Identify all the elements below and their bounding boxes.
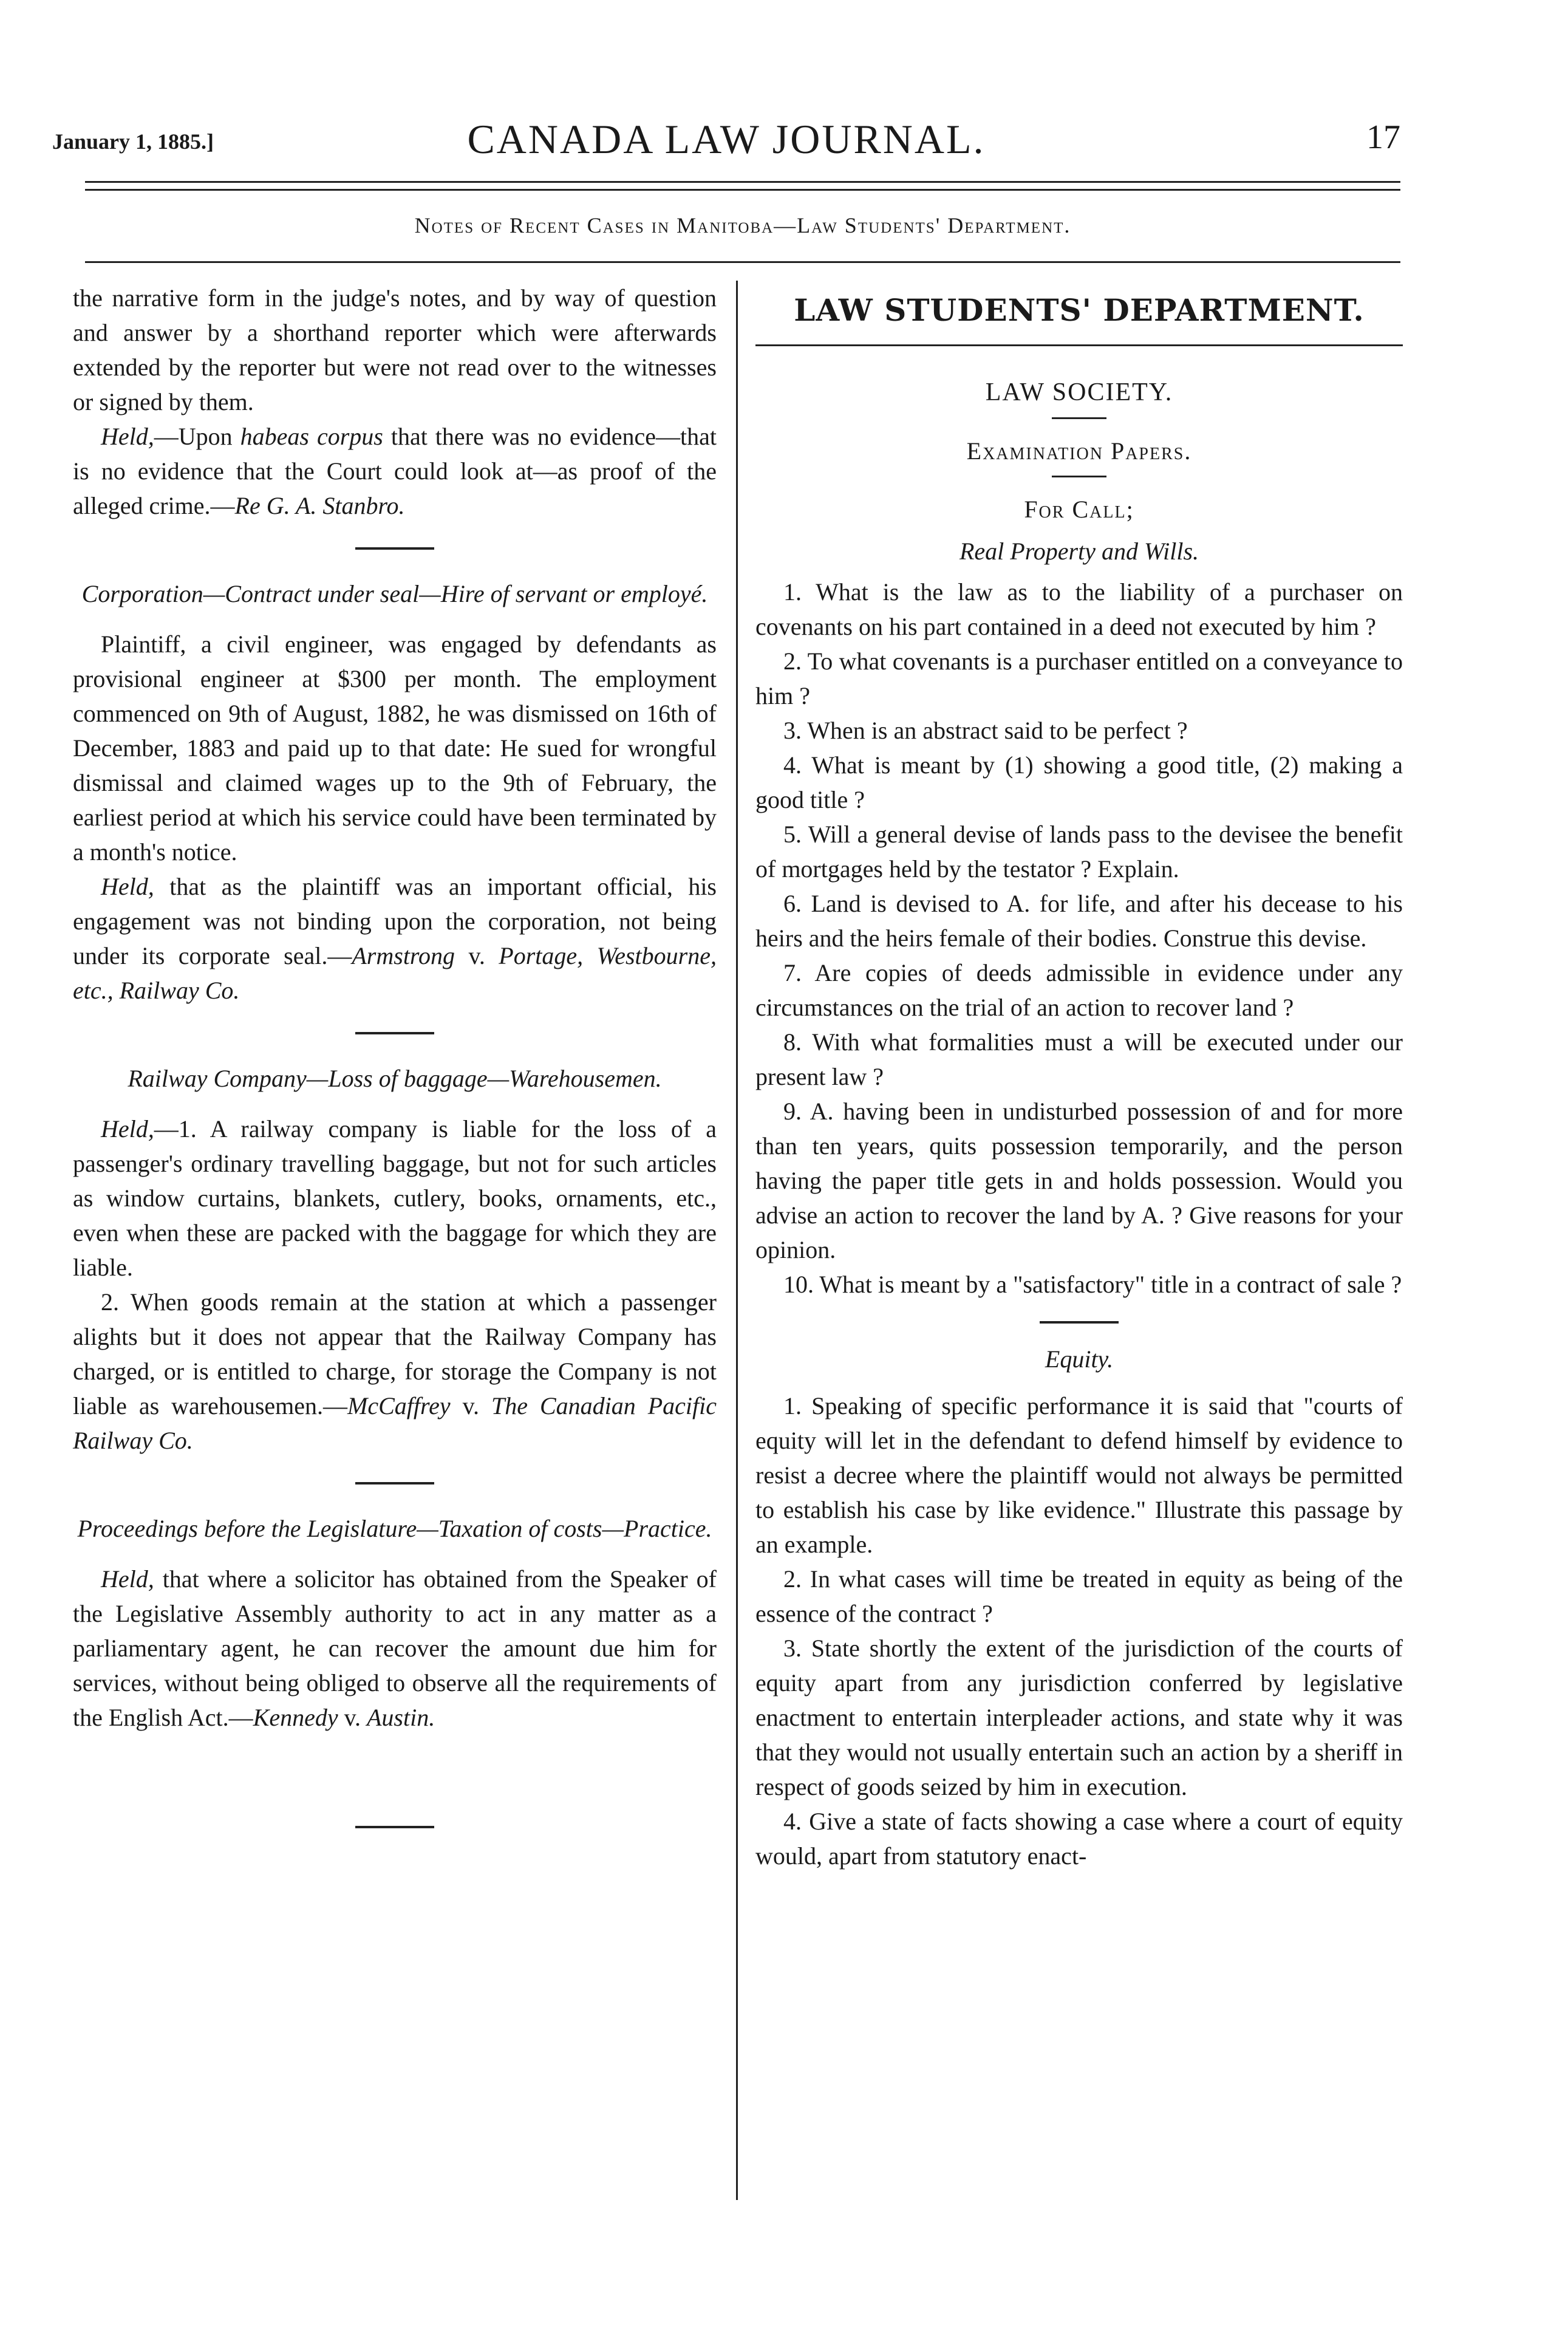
- for-call-heading: For Call;: [1024, 496, 1134, 523]
- title-rule: [755, 344, 1403, 346]
- header-double-rule: [85, 181, 1400, 191]
- section-rule: [355, 547, 434, 550]
- paragraph: Held,—1. A railway company is liable for the loss of a passenger's ordinary travelling baggage, but not for such articles as window curtains, blankets, cutlery, books, ornaments, etc., even when these are packed with the baggage for which they are liable.: [73, 1115, 717, 1281]
- paragraph: the narrative form in the judge's notes, and by way of question and answer by a shorthand reporter which were afterwards extended by the reporter but were not read over to the witnesses or signed by them.: [73, 284, 717, 415]
- end-rule: [355, 1826, 434, 1828]
- column-divider: [736, 281, 738, 2200]
- exam-heading: Examination Papers.: [966, 437, 1192, 465]
- question: 8. With what formalities must a will be executed under our present law ?: [755, 1028, 1403, 1090]
- page-number: 17: [1366, 118, 1400, 156]
- question: 3. When is an abstract said to be perfect ?: [783, 717, 1188, 744]
- paragraph: Held, that as the plaintiff was an important official, his engagement was not binding upon the corporation, not being under its corporate seal.—Armstrong v. Portage, Westbourne, etc., Railway Co.: [73, 873, 717, 1004]
- right-column: [755, 281, 1403, 1873]
- paragraph: 2. When goods remain at the station at which a passenger alights but it does not appear that the Railway Company has charged, or is entitled to charge, for storage the Company is not liable as warehousemen.—McCaffrey v. The Canadian Pacific Railway Co.: [73, 1288, 717, 1454]
- question: 5. Will a general devise of lands pass to the devisee the benefit of mortgages held by the testator ? Explain.: [755, 821, 1403, 883]
- journal-title: CANADA LAW JOURNAL.: [467, 116, 986, 162]
- tiny-rule: [1052, 417, 1106, 419]
- section-rule: [355, 1032, 434, 1034]
- question: 9. A. having been in undisturbed possession of and for more than ten years, quits possession temporarily, and the person having the paper title gets in and holds possession. Would you advise an action to recover the land by A. ? Give reasons for your opinion.: [755, 1098, 1403, 1263]
- paragraph: Held,—Upon habeas corpus that there was no evidence—that is no evidence that the Court could look at—as proof of the alleged crime.—Re G. A. Stanbro.: [73, 423, 717, 519]
- subheading-rule: [85, 261, 1400, 263]
- issue-date: January 1, 1885.]: [52, 129, 214, 154]
- left-column: [73, 281, 717, 1855]
- page-header: [52, 115, 1400, 164]
- paragraph: Held, that where a solicitor has obtained from the Speaker of the Legislative Assembly authority to act in any matter as a parliamentary agent, he can recover the amount due him for services, without being obliged to observe all the requirements of the English Act.—Kennedy v. Austin.: [73, 1565, 717, 1731]
- question: 2. To what covenants is a purchaser entitled on a conveyance to him ?: [755, 647, 1403, 709]
- society-heading: LAW SOCIETY.: [985, 378, 1173, 406]
- tiny-rule: [1052, 476, 1106, 477]
- question: 4. What is meant by (1) showing a good title, (2) making a good title ?: [755, 751, 1403, 813]
- question: 2. In what cases will time be treated in equity as being of the essence of the contract ?: [755, 1565, 1403, 1627]
- paragraph: Plaintiff, a civil engineer, was engaged by defendants as provisional engineer at $300 per month. The employment commenced on 9th of August, 1882, he was dismissed on 16th of December, 1883 and paid up to that date: He sued for wrongful dismissal and claimed wages up to the 9th of February, the earliest period at which his service could have been terminated by a month's notice.: [73, 630, 717, 866]
- question: 3. State shortly the extent of the jurisdiction of the courts of equity apart from any jurisdiction conferred by legislative enactment to entertain interpleader actions, and state why it was that they would not usually entertain such an action by a sheriff in respect of goods seized by him in execution.: [755, 1635, 1403, 1800]
- section-rule: [1040, 1321, 1119, 1324]
- case-heading: Corporation—Contract under seal—Hire of servant or employé.: [81, 580, 708, 607]
- question: 4. Give a state of facts showing a case where a court of equity would, apart from statutory enact-: [755, 1808, 1403, 1870]
- question: 1. Speaking of specific performance it is said that "courts of equity will let in the defendant to defend himself by evidence to resist a decree where the plaintiff would not always be permitted to establish his case by like evidence." Illustrate this passage by an example.: [755, 1392, 1403, 1558]
- equity-heading: Equity.: [1045, 1345, 1114, 1373]
- section-subheading: Notes of Recent Cases in Manitoba—Law Students' Department.: [414, 213, 1071, 237]
- question: 10. What is meant by a "satisfactory" title in a contract of sale ?: [783, 1271, 1402, 1298]
- real-property-heading: Real Property and Wills.: [959, 538, 1199, 565]
- department-title: LAW STUDENTS' DEPARTMENT.: [794, 292, 1365, 328]
- question: 1. What is the law as to the liability of a purchaser on covenants on his part contained in a deed not executed by him ?: [755, 578, 1403, 640]
- section-rule: [355, 1482, 434, 1484]
- case-heading: Proceedings before the Legislature—Taxation of costs—Practice.: [77, 1515, 712, 1542]
- question: 7. Are copies of deeds admissible in evidence under any circumstances on the trial of an action to recover land ?: [755, 959, 1403, 1021]
- case-heading: Railway Company—Loss of baggage—Warehousemen.: [128, 1065, 662, 1092]
- question: 6. Land is devised to A. for life, and after his decease to his heirs and the heirs female of their bodies. Construe this devise.: [755, 890, 1403, 952]
